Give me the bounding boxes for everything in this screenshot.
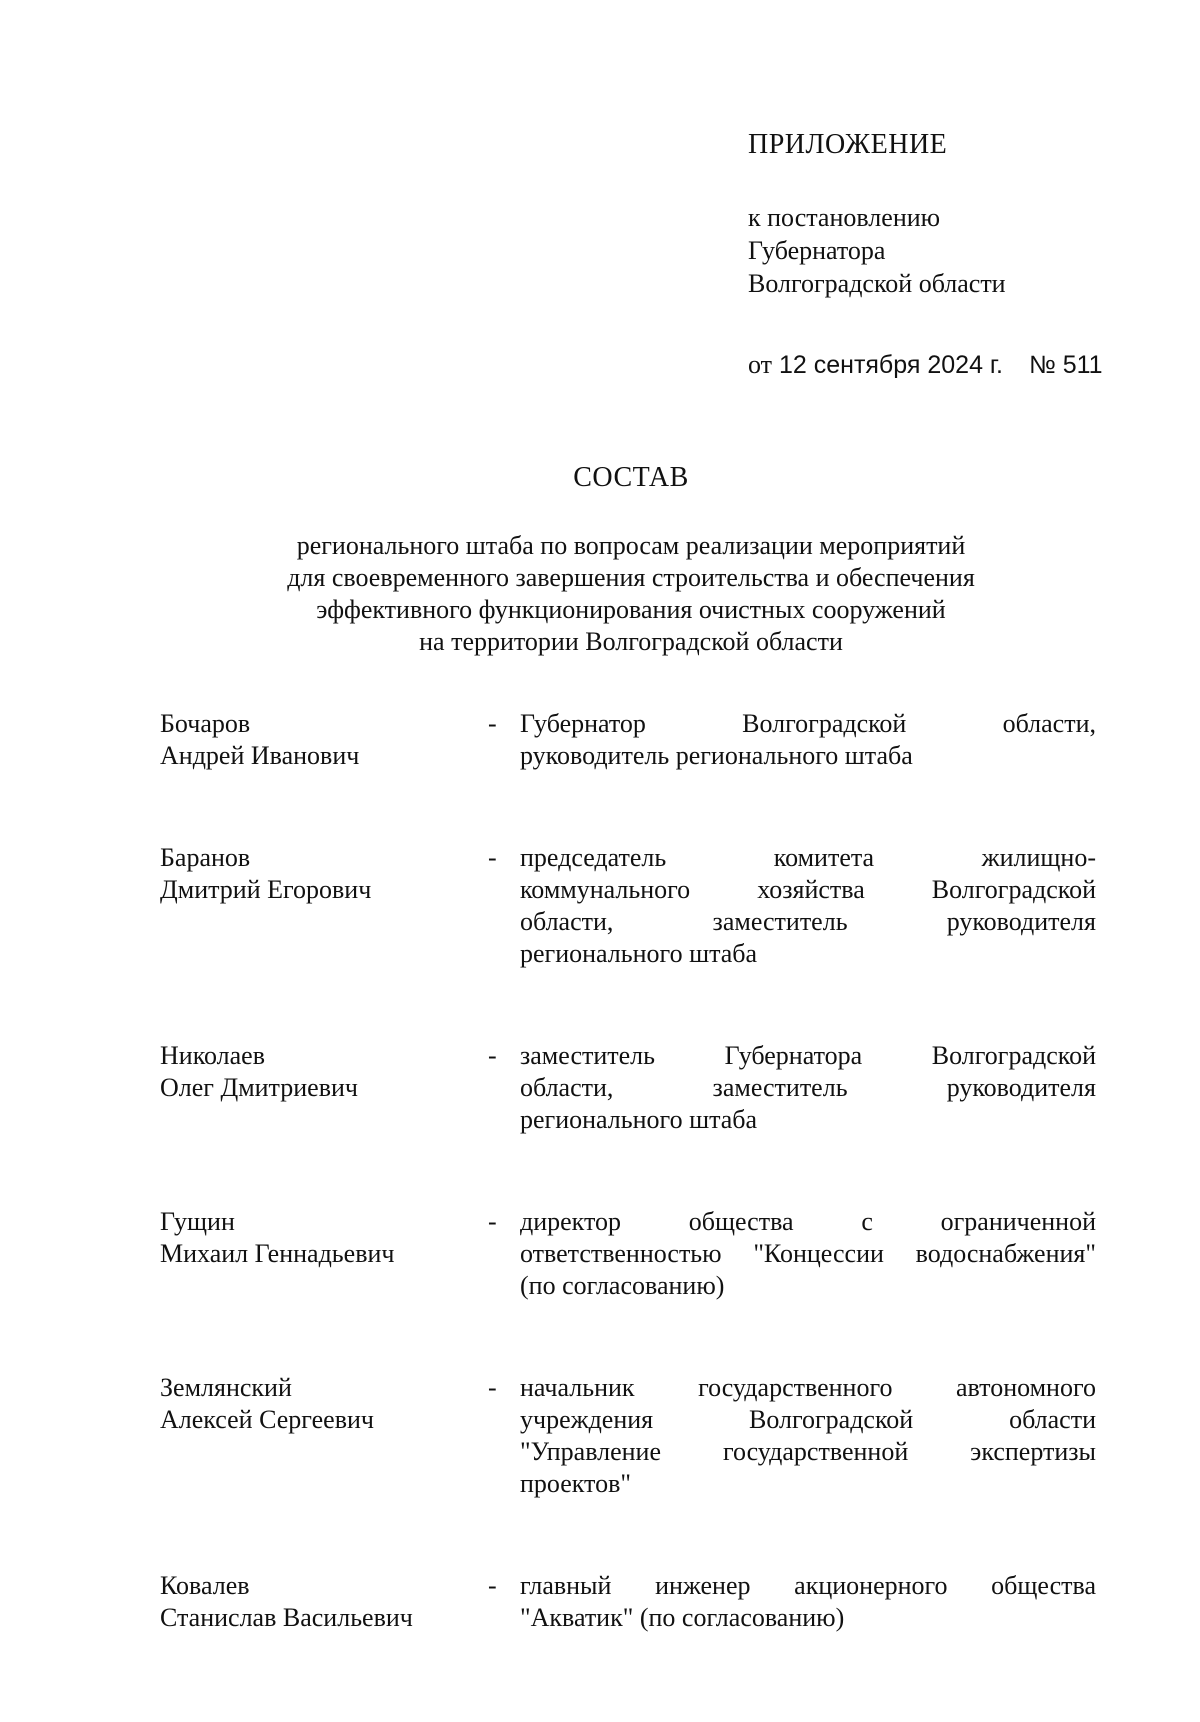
attachment-line: Волгоградской области <box>748 269 1006 298</box>
date-prefix: от <box>748 350 773 379</box>
member-entry <box>160 1206 1096 1302</box>
member-name <box>160 708 480 772</box>
member-surname: Баранов <box>160 843 251 872</box>
subtitle-line: на территории Волгоградской области <box>419 627 843 656</box>
member-entry <box>160 1040 1096 1136</box>
member-given-name: Дмитрий Егорович <box>160 875 372 904</box>
member-position-line: "Акватик" (по согласованию) <box>520 1603 845 1632</box>
member-position-line: проектов" <box>520 1469 631 1498</box>
member-dash: - <box>488 1207 497 1236</box>
member-dash: - <box>488 1373 497 1402</box>
member-position-line: председатель комитета жилищно- <box>520 843 1096 872</box>
subtitle-line: для своевременного завершения строительства и обеспечения <box>287 563 975 592</box>
member-position <box>520 708 1096 772</box>
member-position-line: коммунального хозяйства Волгоградской <box>520 875 1096 904</box>
member-surname: Николаев <box>160 1041 265 1070</box>
attachment-block <box>748 128 1128 382</box>
member-name <box>160 1570 480 1634</box>
member-position <box>520 1372 1096 1500</box>
member-position-line: учреждения Волгоградской области <box>520 1405 1096 1434</box>
member-position-line: области, заместитель руководителя <box>520 1073 1096 1102</box>
member-entry <box>160 708 1096 772</box>
member-position-line: главный инженер акционерного общества <box>520 1571 1096 1600</box>
member-name <box>160 1372 480 1436</box>
attachment-line: к постановлению <box>748 203 941 232</box>
member-given-name: Станислав Васильевич <box>160 1603 413 1632</box>
member-given-name: Олег Дмитриевич <box>160 1073 358 1102</box>
member-position-line: регионального штаба <box>520 1105 758 1134</box>
member-surname: Ковалев <box>160 1571 250 1600</box>
members-list <box>160 708 1096 1634</box>
member-position-line: заместитель Губернатора Волгоградской <box>520 1041 1096 1070</box>
member-entry <box>160 842 1096 970</box>
member-name <box>160 842 480 906</box>
member-entry <box>160 1372 1096 1500</box>
member-dash: - <box>488 1571 497 1600</box>
attachment-date-line <box>748 348 1128 382</box>
member-position-line: "Управление государственной экспертизы <box>520 1437 1096 1466</box>
member-given-name: Алексей Сергеевич <box>160 1405 374 1434</box>
date-value: 12 сентября 2024 г. <box>778 351 1003 379</box>
document-subtitle <box>200 530 1062 658</box>
member-position-line: регионального штаба <box>520 939 758 968</box>
document-number: № 511 <box>1028 351 1103 379</box>
subtitle-line: регионального штаба по вопросам реализации мероприятий <box>296 531 966 560</box>
member-dash: - <box>488 709 497 738</box>
member-position <box>520 1040 1096 1136</box>
member-position <box>520 1570 1096 1634</box>
member-surname: Землянский <box>160 1373 292 1402</box>
member-position-line: начальник государственного автономного <box>520 1373 1096 1402</box>
member-dash: - <box>488 843 497 872</box>
subtitle-line: эффективного функционирования очистных сооружений <box>316 595 946 624</box>
member-dash: - <box>488 1041 497 1070</box>
document-title: СОСТАВ <box>573 462 689 493</box>
member-position-line: директор общества с ограниченной <box>520 1207 1096 1236</box>
member-given-name: Андрей Иванович <box>160 741 360 770</box>
member-name <box>160 1206 480 1270</box>
member-position-line: руководитель регионального штаба <box>520 741 913 770</box>
attachment-line: Губернатора <box>748 236 886 265</box>
member-surname: Гущин <box>160 1207 235 1236</box>
member-entry <box>160 1570 1096 1634</box>
member-surname: Бочаров <box>160 709 251 738</box>
member-position-line: ответственностью "Концессии водоснабжения" <box>520 1239 1096 1268</box>
attachment-title: ПРИЛОЖЕНИЕ <box>748 129 948 160</box>
member-position <box>520 842 1096 970</box>
member-position-line: (по согласованию) <box>520 1271 725 1300</box>
member-position <box>520 1206 1096 1302</box>
member-given-name: Михаил Геннадьевич <box>160 1239 395 1268</box>
member-position-line: области, заместитель руководителя <box>520 907 1096 936</box>
member-position-line: Губернатор Волгоградской области, <box>520 709 1096 738</box>
member-name <box>160 1040 480 1104</box>
